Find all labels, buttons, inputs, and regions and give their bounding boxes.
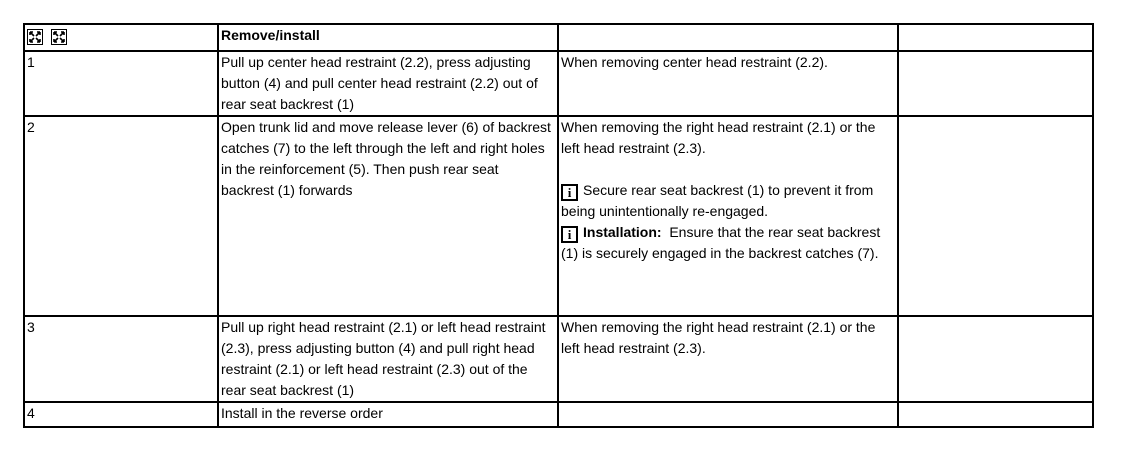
table-row <box>24 51 1093 116</box>
info-note-secure <box>561 180 895 222</box>
step-note <box>558 402 898 427</box>
step-extra <box>898 402 1093 427</box>
step-number: 1 <box>24 51 218 116</box>
step-extra <box>898 116 1093 316</box>
step-action: Open trunk lid and move release lever (6) of backrest catches (7) to the left through the left and right holes in the reinforcement (5). Then push rear seat backrest (1) forwards <box>218 116 558 316</box>
step-note: When removing the right head restraint (2.1) or the left head restraint (2.3). <box>558 316 898 402</box>
expand-icon[interactable] <box>51 29 67 45</box>
info-note-installation <box>561 222 895 264</box>
table-header-row <box>24 24 1093 51</box>
info-icon: i <box>561 184 578 201</box>
header-remove-install: Remove/install <box>218 24 558 51</box>
step-number: 3 <box>24 316 218 402</box>
table-row <box>24 116 1093 316</box>
info-icon: i <box>561 226 578 243</box>
remove-install-table <box>23 23 1094 428</box>
info-note-installation-text: Ensure that the rear seat backrest (1) is securely engaged in the backrest catches (7). <box>561 224 881 261</box>
expand-icon[interactable] <box>27 29 43 45</box>
step-extra <box>898 51 1093 116</box>
step-note-cell <box>558 116 898 316</box>
step-action: Pull up center head restraint (2.2), press adjusting button (4) and pull center head restraint (2.2) out of rear seat backrest (1) <box>218 51 558 116</box>
info-note-secure-text: Secure rear seat backrest (1) to prevent it from being unintentionally re-engaged. <box>561 182 874 219</box>
installation-label: Installation: <box>583 224 662 240</box>
table-row <box>24 402 1093 427</box>
step-action: Pull up right head restraint (2.1) or left head restraint (2.3), press adjusting button (4) and pull right head restraint (2.1) or left head restraint (2.3) out of the rear seat backrest (1) <box>218 316 558 402</box>
step-extra <box>898 316 1093 402</box>
step-action: Install in the reverse order <box>218 402 558 427</box>
step-number: 4 <box>24 402 218 427</box>
step-number: 2 <box>24 116 218 316</box>
step-note: When removing the right head restraint (2.1) or the left head restraint (2.3). <box>561 119 876 156</box>
table-row <box>24 316 1093 402</box>
header-col4 <box>898 24 1093 51</box>
header-col3 <box>558 24 898 51</box>
step-note: When removing center head restraint (2.2). <box>558 51 898 116</box>
header-icons-cell <box>24 24 218 51</box>
